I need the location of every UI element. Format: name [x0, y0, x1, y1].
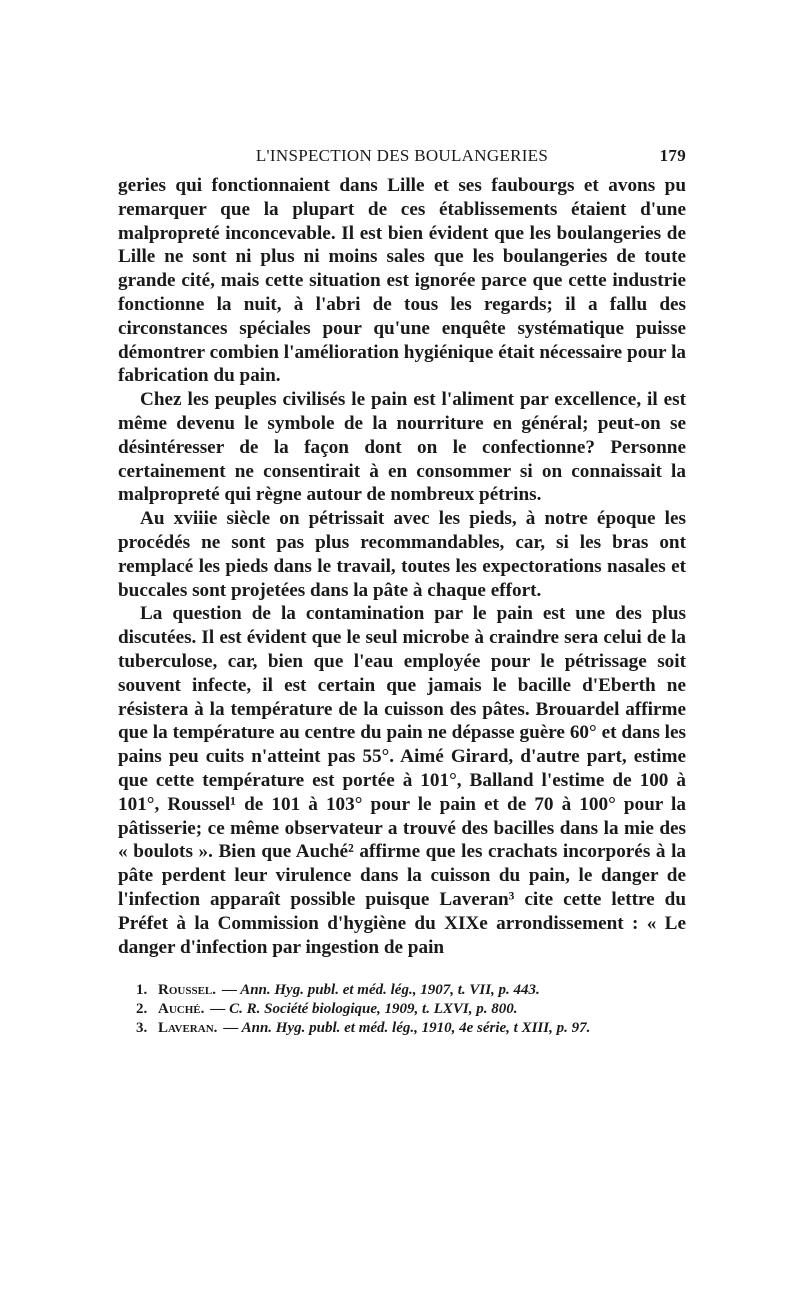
footnote-reference: — C. R. Société biologique, 1909, t. LXVI, p. 800. — [210, 1001, 518, 1018]
paragraph-1: geries qui fonctionnaient dans Lille et ses faubourgs et avons pu remarquer que la plupart de ces établissements étaient d'une malpropreté inconcevable. Il est bien évident que les boulangeries de Lille ne sont ni plus ni moins sales que les boulangeries de toute grande cité, mais cette situation est ignorée parce que cette industrie fonctionne la nuit, à l'abri de tous les regards; il a fallu des circonstances spéciales pour qu'une enquête systématique puisse démontrer combien l'amélioration hygiénique était nécessaire pour la fabrication du pain. — [118, 175, 686, 387]
footnote-number: 1. — [136, 982, 148, 999]
footnote-number: 3. — [136, 1020, 148, 1037]
page-number: 179 — [659, 146, 686, 165]
paragraph-4: La question de la contamination par le pain est une des plus discutées. Il est évident que le seul microbe à craindre sera celui de la tuberculose, car, bien que l'eau employée pour le pétrissage soit souvent infecte, il est certain que jamais le bacille d'Eberth ne résistera à la température de la cuisson des pâtes. Brouardel affirme que la température au centre du pain ne dépasse guère 60° et dans les pains peu cuits n'atteint pas 55°. Aimé Girard, d'autre part, estime que cette température est portée à 101°, Balland l'estime de 100 à 101°, Roussel¹ de 101 à 103° pour le pain et de 70 à 100° pour la pâtisserie; ce même observateur a trouvé des bacilles dans la mie des « boulots ». Bien que Auché² affirme que les crachats incorporés à la pâte perdent leur virulence dans la cuisson du pain, le danger de l'infection apparaît possible puisque Laveran³ cite cette lettre du Préfet à la Commission d'hygiène du XIXe arrondissement : « Le danger d'infection par ingestion de pain — [118, 603, 686, 958]
footnote-author: Laveran. — [158, 1020, 218, 1037]
paragraph-2: Chez les peuples civilisés le pain est l'aliment par excellence, il est même devenu le symbole de la nourriture en général; peut-on se désintéresser de la façon dont on le confectionne? Personne certainement ne consentirait à en consommer si on connaissait la malpropreté qui règne autour de nombreux pétrins. — [118, 389, 686, 506]
footnote-2 — [118, 1000, 686, 1019]
book-page — [118, 140, 686, 1038]
footnote-author: Roussel. — [158, 982, 216, 999]
footnote-author: Auché. — [158, 1001, 205, 1018]
running-title: L'INSPECTION DES BOULANGERIES — [255, 146, 549, 165]
running-head — [118, 140, 686, 174]
paragraph-3: Au xviiie siècle on pétrissait avec les pieds, à notre époque les procédés ne sont pas plus recommandables, car, si les bras ont remplacé les pieds dans le travail, toutes les expectorations nasales et buccales sont projetées dans la pâte à chaque effort. — [118, 508, 686, 601]
body-text — [118, 174, 686, 959]
footnote-number: 2. — [136, 1001, 148, 1018]
footnote-reference: — Ann. Hyg. publ. et méd. lég., 1907, t. VII, p. 443. — [222, 982, 540, 999]
footnote-1 — [118, 981, 686, 1000]
footnote-reference: — Ann. Hyg. publ. et méd. lég., 1910, 4e série, t XIII, p. 97. — [223, 1020, 591, 1037]
footnotes — [118, 981, 686, 1038]
footnote-3 — [118, 1019, 686, 1038]
